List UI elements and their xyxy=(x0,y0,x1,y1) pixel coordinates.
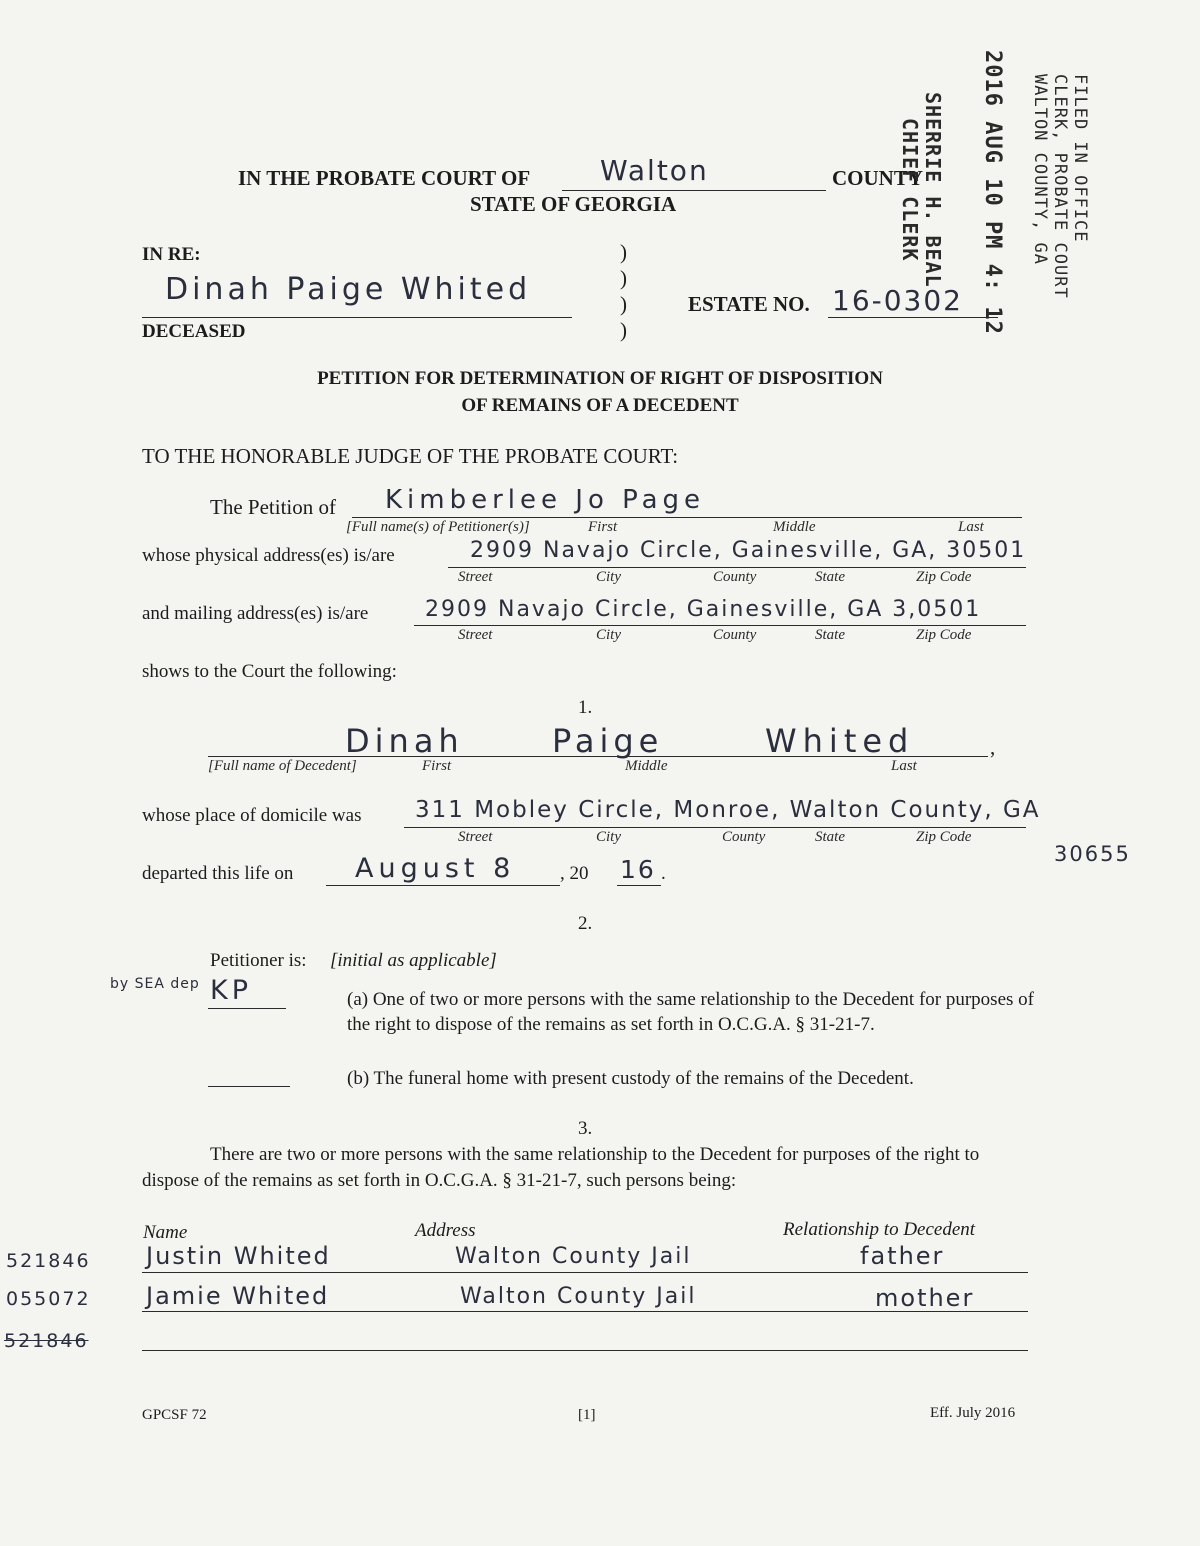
decedent-name-caption: Dinah Paige Whited xyxy=(165,272,532,307)
decedent-name-line xyxy=(142,317,572,318)
mailing-address-value: 2909 Navajo Circle, Gainesville, GA 3,0501 xyxy=(425,597,982,622)
initial-note: [initial as applicable] xyxy=(330,950,497,971)
sub-first: First xyxy=(588,519,618,535)
stamp-line2: CLERK, PROBATE COURT xyxy=(1050,74,1070,299)
domicile-zip-value: 30655 xyxy=(1054,842,1131,866)
petitioner-name-line xyxy=(352,517,1022,518)
mailing-address-label: and mailing address(es) is/are xyxy=(142,603,369,624)
initial-a-line xyxy=(208,1008,286,1009)
deceased-label: DECEASED xyxy=(142,321,246,342)
petition-title-line1: PETITION FOR DETERMINATION OF RIGHT OF DISPOSITION xyxy=(317,368,883,389)
petitioner-label: The Petition of xyxy=(210,495,336,519)
person-2-id: 055072 xyxy=(6,1288,91,1310)
footer-page-number: [1] xyxy=(578,1407,596,1423)
col-address-header: Address xyxy=(415,1220,476,1241)
domicile-value: 311 Mobley Circle, Monroe, Walton County, GA xyxy=(415,797,1041,823)
section3-text: There are two or more persons with the same relationship to the Decedent for purposes of the right to dispose of the remains as set forth in O.C.G.A. § 31-21-7, such persons being: xyxy=(142,1144,980,1191)
col-name-header: Name xyxy=(143,1222,188,1243)
county-line xyxy=(562,190,826,191)
year-prefix: , 20 xyxy=(560,863,589,884)
stamp-date: 2016 AUG 10 PM 4: 12 xyxy=(980,50,1005,335)
person-1-id: 521846 xyxy=(6,1250,91,1272)
sub-county-3: County xyxy=(722,829,766,845)
initial-a-note: by SEA dep xyxy=(110,976,200,992)
petitioner-is-label: Petitioner is: xyxy=(210,950,307,971)
sub-county-1: County xyxy=(713,569,757,585)
stamp-line3: WALTON COUNTY, GA xyxy=(1030,74,1050,265)
estate-line xyxy=(828,317,998,318)
person-3-id: 521846 xyxy=(4,1330,89,1352)
mailing-address-line xyxy=(414,625,1026,626)
paren-2: ) xyxy=(620,266,627,290)
court-prefix: IN THE PROBATE COURT OF xyxy=(238,166,531,190)
sub-last-decedent: Last xyxy=(891,758,917,774)
departed-date-value: August 8 xyxy=(355,853,516,884)
decedent-comma: , xyxy=(990,735,996,759)
stamp-line1: FILED IN OFFICE xyxy=(1070,74,1090,243)
option-b-text: (b) The funeral home with present custody of the remains of the Decedent. xyxy=(347,1068,914,1089)
sub-state-1: State xyxy=(815,569,845,585)
paren-3: ) xyxy=(620,292,627,316)
sub-last: Last xyxy=(958,519,984,535)
shows-text: shows to the Court the following: xyxy=(142,661,397,682)
physical-address-label: whose physical address(es) is/are xyxy=(142,545,395,566)
person-1-line xyxy=(142,1272,1028,1273)
decedent-first-value: Dinah xyxy=(345,722,464,760)
option-a-text: (a) One of two or more persons with the same relationship to the Decedent for purposes of the right to dispose of the remains as set forth in O.C.G.A. § 31-21-7. xyxy=(347,989,1034,1035)
decedent-middle-value: Paige xyxy=(552,722,664,760)
county-value: Walton xyxy=(600,154,709,187)
initial-b-line xyxy=(208,1086,290,1087)
decedent-last-value: Whited xyxy=(765,722,915,760)
section2-number: 2. xyxy=(578,913,593,934)
sub-street-2: Street xyxy=(458,627,493,643)
footer-effective-date: Eff. July 2016 xyxy=(930,1405,1016,1421)
state-title: STATE OF GEORGIA xyxy=(470,192,677,216)
physical-address-line xyxy=(448,567,1026,568)
person-2-name: Jamie Whited xyxy=(146,1282,330,1310)
sub-city-2: City xyxy=(596,627,621,643)
footer-form-id: GPCSF 72 xyxy=(142,1407,207,1423)
year-value: 16 xyxy=(620,855,656,884)
person-2-line xyxy=(142,1311,1028,1312)
departed-label: departed this life on xyxy=(142,863,294,884)
sub-street-1: Street xyxy=(458,569,493,585)
sub-first-decedent: First xyxy=(422,758,452,774)
sub-street-3: Street xyxy=(458,829,493,845)
paren-4: ) xyxy=(620,318,627,342)
physical-address-value: 2909 Navajo Circle, Gainesville, GA, 30501 xyxy=(470,538,1027,563)
stamp-clerk-name: SHERRIE H. BEAL xyxy=(921,92,945,288)
sub-state-3: State xyxy=(815,829,845,845)
sub-zip-3: Zip Code xyxy=(916,829,972,845)
estate-label: ESTATE NO. xyxy=(688,292,810,316)
sub-zip-1: Zip Code xyxy=(916,569,972,585)
paren-1: ) xyxy=(620,240,627,264)
section1-number: 1. xyxy=(578,697,593,718)
domicile-label: whose place of domicile was xyxy=(142,805,362,826)
stamp-clerk-title: CHIEF CLERK xyxy=(898,118,922,262)
in-re-label: IN RE: xyxy=(142,244,201,265)
county-suffix: COUNTY xyxy=(832,166,924,190)
year-suffix: . xyxy=(661,863,666,884)
person-1-name: Justin Whited xyxy=(146,1242,331,1270)
year-line xyxy=(617,885,661,886)
departed-date-line xyxy=(326,885,560,886)
person-1-relationship: father xyxy=(860,1242,945,1270)
section3-number: 3. xyxy=(578,1118,593,1139)
petition-title-line2: OF REMAINS OF A DECEDENT xyxy=(461,395,739,416)
sub-middle: Middle xyxy=(773,519,816,535)
person-2-address: Walton County Jail xyxy=(460,1284,697,1309)
salutation: TO THE HONORABLE JUDGE OF THE PROBATE COURT: xyxy=(142,444,679,468)
person-1-address: Walton County Jail xyxy=(455,1244,692,1269)
sub-middle-decedent: Middle xyxy=(625,758,668,774)
estate-value: 16-0302 xyxy=(832,284,963,317)
sub-state-2: State xyxy=(815,627,845,643)
person-3-line xyxy=(142,1350,1028,1351)
col-relationship-header: Relationship to Decedent xyxy=(783,1219,976,1240)
sub-full-name-petitioner: [Full name(s) of Petitioner(s)] xyxy=(346,519,530,535)
sub-city-1: City xyxy=(596,569,621,585)
initial-a-value: KP xyxy=(210,975,252,1006)
domicile-line xyxy=(404,827,1026,828)
sub-county-2: County xyxy=(713,627,757,643)
sub-full-name-decedent: [Full name of Decedent] xyxy=(208,758,357,774)
petitioner-name-value: Kimberlee Jo Page xyxy=(385,485,706,515)
sub-city-3: City xyxy=(596,829,621,845)
sub-zip-2: Zip Code xyxy=(916,627,972,643)
person-2-relationship: mother xyxy=(875,1284,975,1312)
